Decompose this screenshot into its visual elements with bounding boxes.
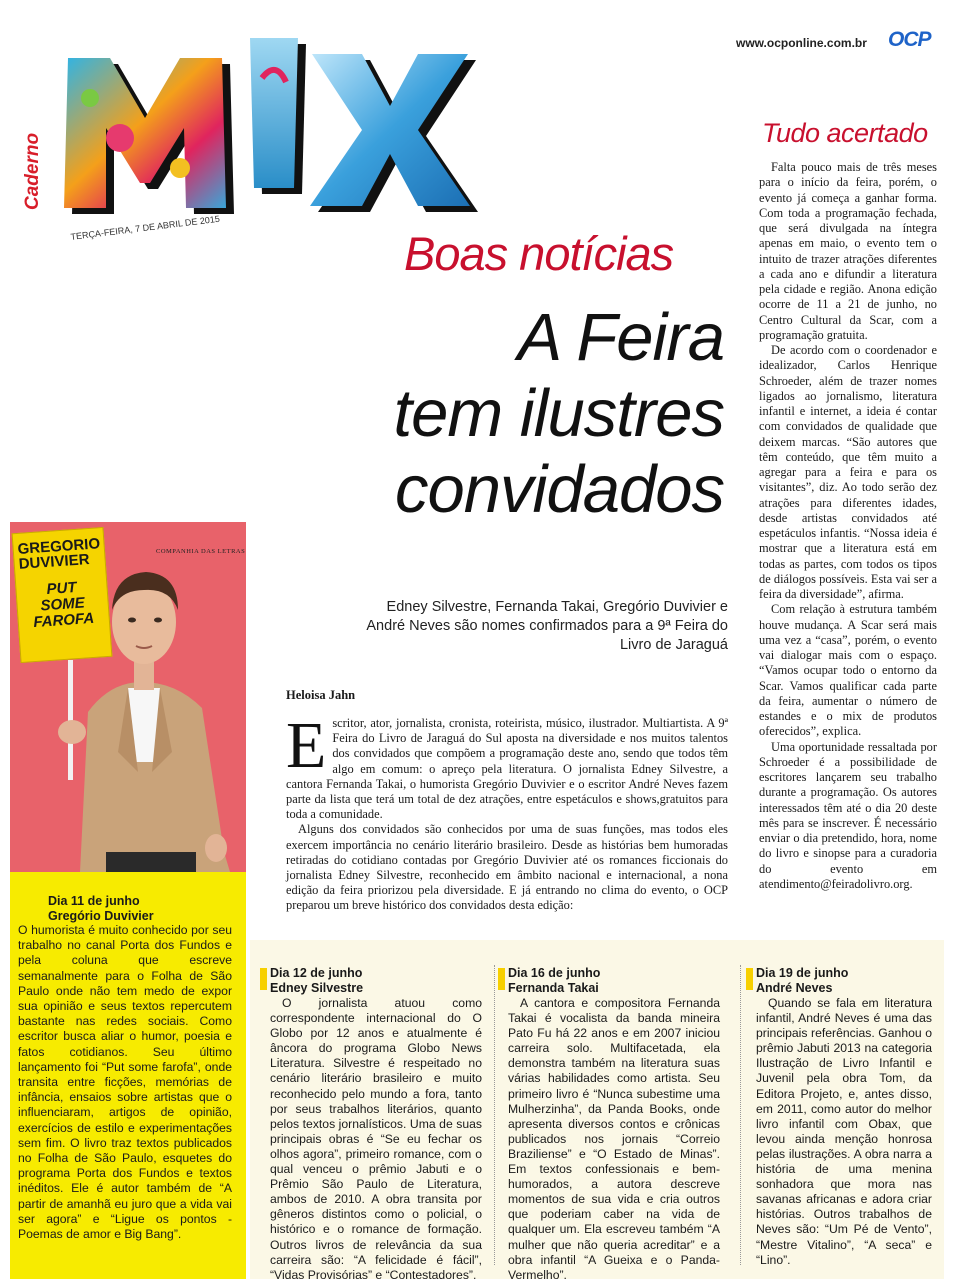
article-paragraph-text: scritor, ator, jornalista, cronista, roteirista, músico, ilustrador. Multiartista. A 9ª Feira do Livro de Jaraguá do Sul aposta na diversidade e nos muitos talentos dos convidados que compõem a programação deste ano, sendo que todos têm algo em comum: o apreço pela literatura. O jornalista Edney Silvestre, a cantora Fernanda Takai, o humorista Gregório Duvivier e o escritor André Neves fazem parte da lista que terá um total de dez atrações, entre espetáculos e shows,gratuitos para toda a comunidade.	[286, 716, 728, 822]
person-illustration	[10, 522, 246, 872]
sidebar-title: Tudo acertado	[762, 118, 928, 148]
guest-name: Gregório Duvivier	[48, 909, 154, 923]
guest-name: André Neves	[756, 981, 833, 995]
mix-logo	[50, 18, 480, 218]
guest-date: Dia 19 de junho	[756, 966, 849, 980]
guest-date: Dia 12 de junho	[270, 966, 363, 980]
section-marker	[498, 968, 505, 990]
guest-box-fernanda	[508, 966, 720, 1283]
drop-cap: E	[286, 709, 327, 782]
guest-text: O humorista é muito conhecido por seu trabalho no canal Porta dos Fundos e pela coluna que escreve semanalmente para o Folha de São Paulo onde não tem medo de expor sua opinião e seus textos repercutem bastante nas redes sociais. Como escritor busca aliar o humor, poesia e fatos cotidianos. Seu último lançamento foi “Put some farofa”, onde transita entre ficções, memórias de infância, ensaios sobre artistas que o influenciaram, artigos de opinião, exercícios de estilo e experimentações sem fim. O livro traz textos publicados no Folha de São Paulo, esquetes do programa Porta dos Fundos e textos inéditos. Ele é autor também de “A partir de amanhã eu juro que a vida vai ser agora” e “Ligue os pontos - Poemas de amor e Big Bang”.	[18, 923, 232, 1242]
subhead: Edney Silvestre, Fernanda Takai, Gregório Duvivier e André Neves são nomes confirmados para a 9ª Feira do Livro de Jaraguá	[366, 599, 728, 653]
guest-box-edney	[270, 966, 482, 1283]
sidebar-body	[759, 160, 937, 892]
headline-line: A Feira	[517, 300, 724, 375]
byline: Heloisa Jahn	[286, 688, 356, 702]
headline-line: tem ilustres	[393, 376, 724, 451]
author-photo	[10, 522, 246, 872]
headline-line: convidados	[395, 452, 724, 527]
section-label: Caderno	[22, 132, 43, 210]
guest-date: Dia 16 de junho	[508, 966, 601, 980]
sidebar-paragraph: Com relação à estrutura também houve mudança. A Scar será mais uma vez a “casa”, porém, o evento vai dialogar mais com o espaço. “Vamos ocupar todo o entorno da Scar. Vamos qualificar cada parte da feira, aumentar o número de estandes e o mix de produtos oferecidos”, explica.	[759, 602, 937, 739]
guest-box-andre	[756, 966, 932, 1268]
section-marker	[260, 968, 267, 990]
sign-author: GREGORIO DUVIVIER	[17, 535, 101, 573]
edition-date: TERÇA-FEIRA, 7 DE ABRIL DE 2015	[70, 213, 221, 242]
guest-box-gregorio	[10, 872, 246, 1279]
article-paragraph: Alguns dos convidados são conhecidos por uma de suas funções, mas todos eles exercem importância no cenário literário brasileiro. Desde as histórias bem humoradas retiradas do cotidiano contadas por Gregório Duvivier até os romances ficcionais do jornalista Edney Silvestre, reconhecido em âmbito nacional e internacional, a nona edição da feira priorizou pela diversidade. E já entrando no clima do evento, o OCP preparou um breve histórico dos convidados desta edição:	[286, 822, 728, 913]
guest-text: A cantora e compositora Fernanda Takai é vocalista da banda mineira Pato Fu há 22 anos e em 2007 iniciou carreira solo. Multifacetada, ela demonstra também na literatura suas várias habilidades como artista. Seu primeiro livro é “Nunca subestime uma Mulherzinha”, da Panda Books, onde apresenta diversos contos e crônicas publicados nos jornais “Correio Braziliense” e “O Estado de Minas”. Em textos confessionais e bem-humorados, a autora descreve momentos de sua vida e cria outros que poderiam caber na vida de qualquer um. Ela escreveu também “A mulher que não queria acreditar” e a obra infantil “A Gueixa e o Panda-Vermelho”.	[508, 996, 720, 1282]
sidebar-paragraph: Uma oportunidade ressaltada por Schroeder é a possibilidade de escritores lançarem seu trabalho durante a programação. Os autores interessados têm até o dia 20 deste mês para se inscrever. É necessário enviar o dia pretendido, hora, nome do livro e sinopse para a curadoria do evento em atendimento@feiradolivro.org.	[759, 739, 937, 891]
guest-text: O jornalista atuou como correspondente internacional do O Globo por 12 anos e atualmente é âncora do programa Globo News Literatura. Silvestre é respeitado no cenário literário brasileiro e muito reconhecido pelo mundo a fora, tanto por seus trabalhos literários, quanto pelos textos jornalísticos. Uma de suas principais obras é “Se eu fechar os olhos agora”, primeiro romance, com o qual venceu o prêmio Jabuti e o Prêmio São Paulo de Literatura, ambos de 2010. A obra transita por gêneros distintos como o policial, o histórico e o romance de formação. Outros livros de relevância da sua carreira são: “A felicidade é fácil”, “Vidas Provisórias” e “Contestadores”.	[270, 996, 482, 1282]
section-marker	[746, 968, 753, 990]
site-url: www.ocponline.com.br	[736, 36, 867, 50]
sign-book-title: PUT SOME FAROFA	[32, 578, 95, 632]
column-divider	[494, 965, 495, 1265]
sidebar-paragraph: De acordo com o coordenador e idealizador, Carlos Henrique Schroeder, além de trazer nomes ligados ao jornalismo, literatura infantil e internet, a ideia é contar com convidados de qualidade que deixem marcas. “São autores que têm conteúdo, que têm muito a agregar para a feira e para os visitantes”, diz. Ao todo serão dez atrações para diferentes idades, desde artistas convidados até espetáculos infantis. “Nossa ideia é mostrar que a literatura está em todas as partes, com todos os tipos de diálogos possíveis. Esta vai ser a feira da diversidade”, afirma.	[759, 343, 937, 601]
guest-name: Fernanda Takai	[508, 981, 599, 995]
column-divider	[740, 965, 741, 1265]
headline	[300, 300, 724, 528]
article-body	[286, 709, 728, 914]
sidebar-paragraph: Falta pouco mais de três meses para o início da feira, porém, o evento já começa a ganhar forma. Com toda a programação fechada, que será divulgada na íntegra apenas em maio, o evento tem o intuito de trazer atrações diferentes a cada ano e difundir a literatura pela cidade e região. Anona edição ocorre de 11 a 21 de junho, no Centro Cultural da Scar, com a programação gratuita.	[759, 160, 937, 342]
publisher-logo: COMPANHIA DAS LETRAS	[156, 548, 246, 555]
guest-name: Edney Silvestre	[270, 981, 364, 995]
ocp-logo: OCP	[888, 28, 931, 51]
kicker: Boas notícias	[404, 227, 674, 280]
article-paragraph	[286, 709, 728, 822]
guest-text: Quando se fala em literatura infantil, André Neves é uma das principais referências. Ganhou o prêmio Jabuti 2013 na categoria Ilustração de Livro Infantil e Juvenil pela obra Tom, da Editora Projeto, e, antes disso, em 2011, como autor do melhor livro infantil com Obax, que levou ainda menção honrosa pelas ilustrações. A obra narra a história de uma menina sonhadora que mora nas savanas africanas e adora criar histórias. Outros trabalhos de Neves são: “Um Pé de Vento”, “Mestre Vitalino”, “A seca” e “Lino”.	[756, 996, 932, 1267]
guest-date: Dia 11 de junho	[48, 894, 140, 908]
